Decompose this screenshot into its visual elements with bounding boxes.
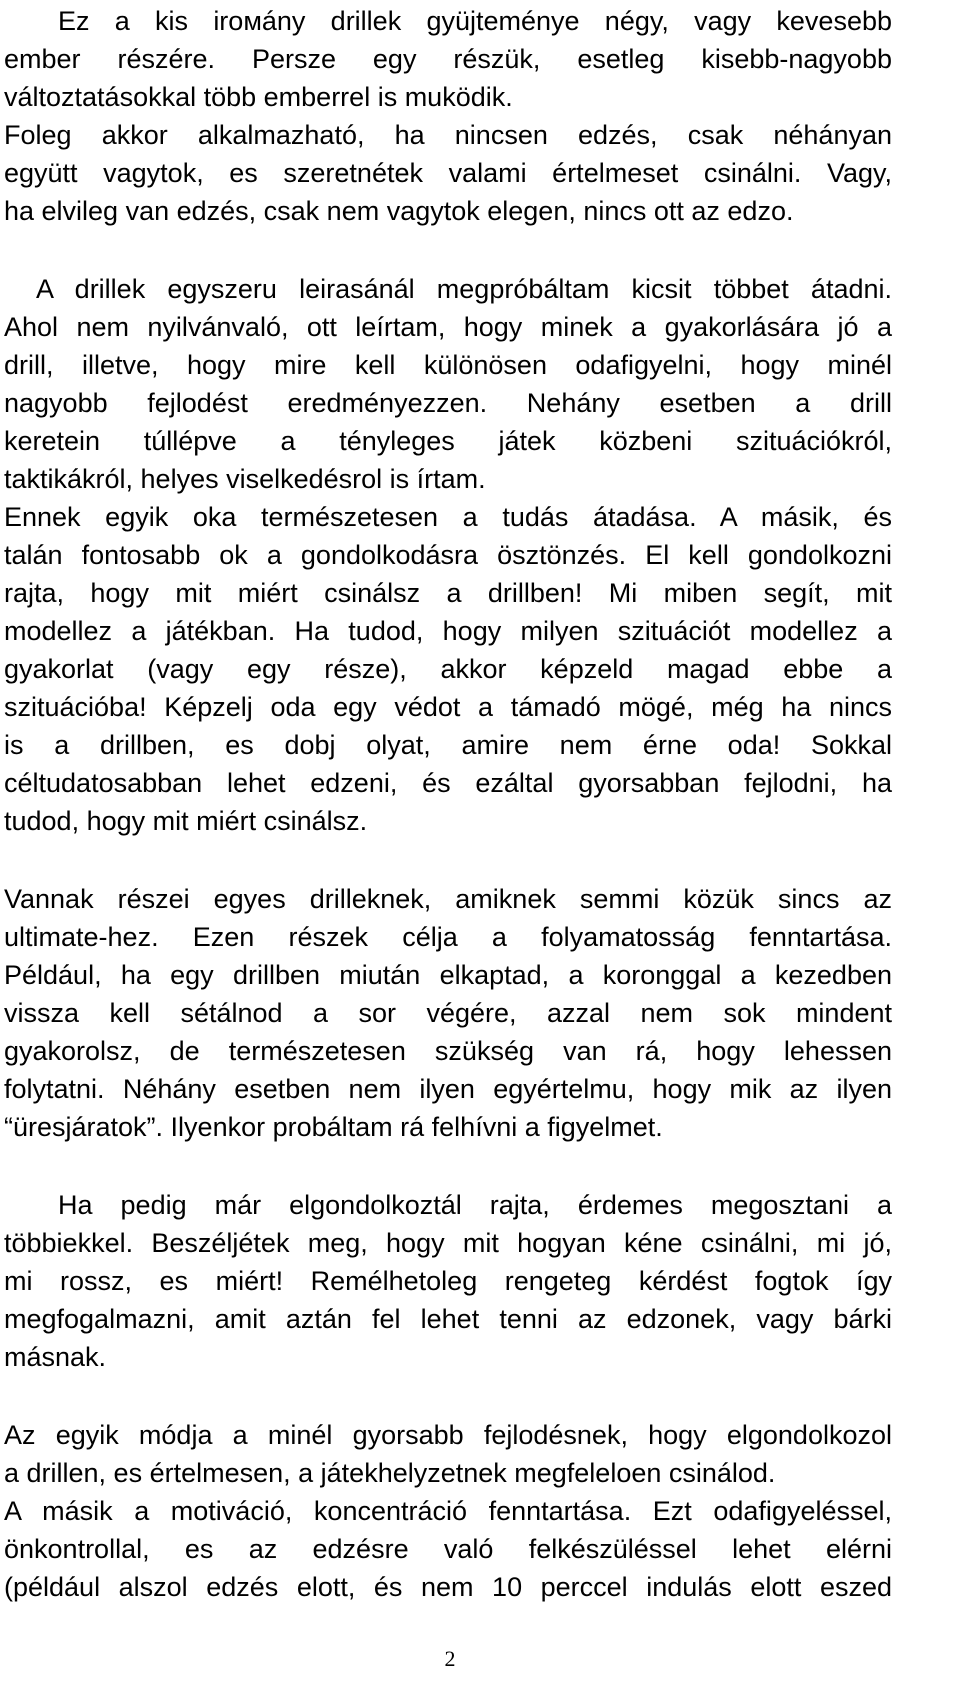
text-line: megfogalmazni, amit aztán fel lehet tenni az edzonek, vagy bárki bbox=[4, 1304, 892, 1334]
text-line: ultimate-hez. Ezen részek célja a folyamatosság fenntartása. bbox=[4, 922, 892, 952]
text-line: a drillen, es értelmesen, a játekhelyzetnek megfeleloen csinálod. bbox=[4, 1458, 776, 1488]
text-line: A drillek egyszeru leirasánál megpróbáltam kicsit többet átadni. bbox=[36, 274, 892, 304]
text-line: vissza kell sétálnod a sor végére, azzal nem sok mindent bbox=[4, 998, 892, 1028]
text-line: mi rossz, es miért! Remélhetoleg rengeteg kérdést fogtok így bbox=[4, 1266, 892, 1296]
text-line: ember részére. Persze egy részük, esetleg kisebb-nagyobb bbox=[4, 44, 892, 74]
text-line: A másik a motiváció, koncentráció fenntartása. Ezt odafigyeléssel, bbox=[4, 1496, 892, 1526]
text-line: folytatni. Néhány esetben nem ilyen egyértelmu, hogy mik az ilyen bbox=[4, 1074, 892, 1104]
text-line: Ahol nem nyilvánvaló, ott leírtam, hogy minek a gyakorlására jó a bbox=[4, 312, 892, 342]
text-line: modellez a játékban. Ha tudod, hogy milyen szituációt modellez a bbox=[4, 616, 892, 646]
text-line: taktikákról, helyes viselkedésrol is írtam. bbox=[4, 464, 486, 494]
text-line: Foleg akkor alkalmazható, ha nincsen edzés, csak néhányan bbox=[4, 120, 892, 150]
text-line: másnak. bbox=[4, 1342, 107, 1372]
text-line: is a drillben, es dobj olyat, amire nem érne oda! Sokkal bbox=[4, 730, 892, 760]
text-line: gyakorolsz, de természetesen szükség van rá, hogy lehessen bbox=[4, 1036, 892, 1066]
text-line: szituációba! Képzelj oda egy védot a támadó mögé, még ha nincs bbox=[4, 692, 892, 722]
text-line: többiekkel. Beszéljétek meg, hogy mit hogyan kéne csinálni, mi jó, bbox=[4, 1228, 892, 1258]
text-line: keretein túllépve a tényleges játek közbeni szituációkról, bbox=[4, 426, 892, 456]
text-line: “üresjáratok”. Ilyenkor probáltam rá felhívni a figyelmet. bbox=[4, 1112, 663, 1142]
text-line: Ez a kis irомány drillek gyüjteménye négy, vagy kevesebb bbox=[58, 6, 892, 36]
text-line: Ennek egyik oka természetesen a tudás átadása. A másik, és bbox=[4, 502, 892, 532]
text-line: Vannak részei egyes drilleknek, amiknek semmi közük sincs az bbox=[4, 884, 892, 914]
text-line: rajta, hogy mit miért csinálsz a drillben! Mi miben segít, mit bbox=[4, 578, 892, 608]
text-line: együtt vagytok, es szeretnétek valami értelmeset csinálni. Vagy, bbox=[4, 158, 892, 188]
text-line: talán fontosabb ok a gondolkodásra ösztönzés. El kell gondolkozni bbox=[4, 540, 892, 570]
text-line: nagyobb fejlodést eredményezzen. Nehány esetben a drill bbox=[4, 388, 892, 418]
text-line: önkontrollal, es az edzésre való felkészüléssel lehet elérni bbox=[4, 1534, 892, 1564]
text-line: változtatásokkal több emberrel is muködik. bbox=[4, 82, 513, 112]
text-line: ha elvileg van edzés, csak nem vagytok elegen, nincs ott az edzo. bbox=[4, 196, 794, 226]
text-line: (például alszol edzés elott, és nem 10 perccel indulás elott eszed bbox=[4, 1572, 892, 1602]
page-number: 2 bbox=[444, 1646, 456, 1671]
text-line: drill, illetve, hogy mire kell különösen odafigyelni, hogy minél bbox=[4, 350, 892, 380]
text-line: Ha pedig már elgondolkoztál rajta, érdemes megosztani a bbox=[58, 1190, 892, 1220]
text-line: tudod, hogy mit miért csinálsz. bbox=[4, 806, 368, 836]
text-line: Például, ha egy drillben miután elkaptad, a koronggal a kezedben bbox=[4, 960, 892, 990]
text-line: gyakorlat (vagy egy része), akkor képzeld magad ebbe a bbox=[4, 654, 892, 684]
text-line: Az egyik módja a minél gyorsabb fejlodésnek, hogy elgondolkozol bbox=[4, 1420, 892, 1450]
text-line: céltudatosabban lehet edzeni, és ezáltal gyorsabban fejlodni, ha bbox=[4, 768, 892, 798]
